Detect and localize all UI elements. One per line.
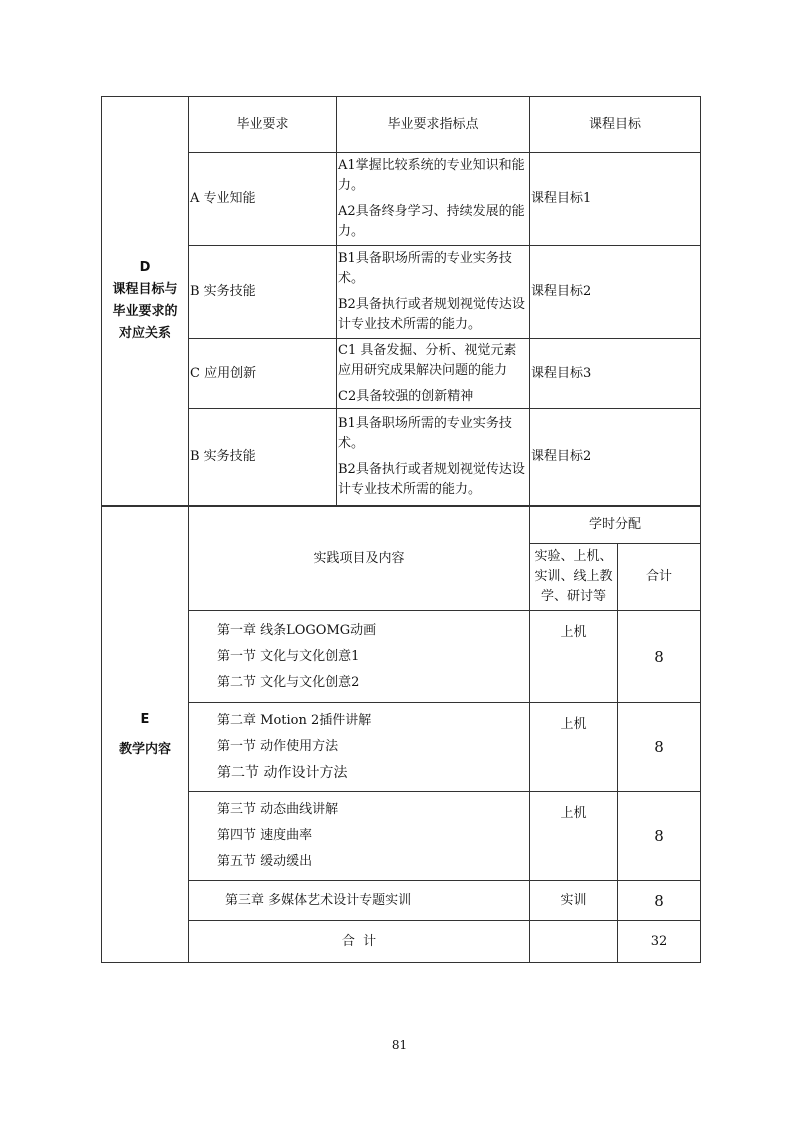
content-item: 第五节 缓动缓出	[217, 854, 313, 869]
hours-cell: 8	[618, 611, 701, 703]
sum-label: 合 计	[189, 921, 530, 963]
indicator-text: A2具备终身学习、持续发展的能力。	[338, 204, 525, 239]
page-number: 81	[391, 1038, 408, 1052]
content-item: 第二章 Motion 2插件讲解	[217, 713, 372, 728]
content-item: 第一节 动作使用方法	[217, 739, 339, 754]
goal-cell: 课程目标2	[530, 409, 701, 506]
content-item: 第二节 动作设计方法	[217, 765, 348, 781]
header-type: 实验、上机、实训、线上教学、研讨等	[530, 544, 618, 611]
sum-row	[102, 921, 701, 963]
header-goal: 课程目标	[530, 97, 701, 153]
section-d-title-line: 毕业要求的	[112, 304, 178, 319]
sum-empty-cell	[530, 921, 618, 963]
header-allocation: 学时分配	[530, 507, 701, 544]
header-content: 实践项目及内容	[189, 507, 530, 611]
section-d-title-cell	[102, 97, 189, 506]
type-cell: 上机	[530, 792, 618, 881]
type-cell: 上机	[530, 611, 618, 703]
content-item: 第二节 文化与文化创意2	[217, 674, 360, 690]
content-cell	[189, 703, 530, 792]
section-e-table	[101, 506, 701, 963]
section-e-code: E	[140, 711, 150, 727]
type-cell: 实训	[530, 881, 618, 921]
header-requirement: 毕业要求	[189, 97, 337, 153]
goal-cell: 课程目标1	[530, 153, 701, 246]
header-indicator: 毕业要求指标点	[337, 97, 530, 153]
table-row	[102, 153, 701, 246]
section-d-code: D	[139, 260, 151, 275]
table-row	[102, 339, 701, 409]
hours-cell: 8	[618, 703, 701, 792]
content-cell	[189, 881, 530, 921]
sum-value: 32	[618, 921, 701, 963]
indicator-text: B2具备执行或者规划视觉传达设计专业技术所需的能力。	[338, 297, 525, 332]
indicator-cell	[337, 339, 530, 409]
table-row	[102, 409, 701, 506]
goal-cell: 课程目标3	[530, 339, 701, 409]
content-item: 第一章 线条LOGOMG动画	[217, 622, 377, 638]
section-d-title-line: 课程目标与	[112, 282, 178, 297]
content-item: 第四节 速度曲率	[217, 828, 313, 843]
indicator-text: B2具备执行或者规划视觉传达设计专业技术所需的能力。	[338, 462, 525, 497]
content-item: 第三章 多媒体艺术设计专题实训	[225, 892, 412, 908]
section-d-title-line: 对应关系	[118, 326, 171, 341]
section-e-title-cell	[102, 507, 189, 963]
content-item: 第一节 文化与文化创意1	[217, 648, 360, 664]
header-total: 合计	[618, 544, 701, 611]
requirement-cell: C 应用创新	[189, 339, 337, 409]
indicator-cell	[337, 246, 530, 339]
type-cell: 上机	[530, 703, 618, 792]
indicator-text: C1 具备发掘、分析、视觉元素应用研究成果解决问题的能力	[338, 342, 517, 378]
table-row	[102, 246, 701, 339]
indicator-text: B1具备职场所需的专业实务技术。	[338, 251, 512, 286]
requirement-cell: B 实务技能	[189, 246, 337, 339]
hours-cell: 8	[618, 792, 701, 881]
table-row	[102, 881, 701, 921]
indicator-cell	[337, 153, 530, 246]
table-row	[102, 703, 701, 792]
requirement-cell: B 实务技能	[189, 409, 337, 506]
section-e-title: 教学内容	[118, 741, 171, 757]
indicator-text: A1掌握比较系统的专业知识和能力。	[338, 158, 525, 193]
content-cell	[189, 611, 530, 703]
table-row	[102, 611, 701, 703]
content-item: 第三节 动态曲线讲解	[217, 802, 339, 817]
indicator-text: B1具备职场所需的专业实务技术。	[338, 416, 512, 451]
goal-cell: 课程目标2	[530, 246, 701, 339]
content-cell	[189, 792, 530, 881]
table-row	[102, 792, 701, 881]
hours-cell: 8	[618, 881, 701, 921]
section-d-table	[101, 96, 701, 506]
indicator-text: C2具备较强的创新精神	[338, 388, 474, 404]
indicator-cell	[337, 409, 530, 506]
requirement-cell: A 专业知能	[189, 153, 337, 246]
